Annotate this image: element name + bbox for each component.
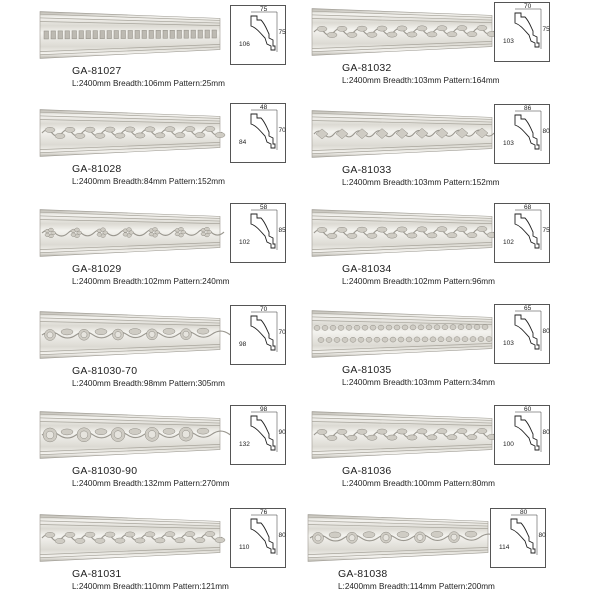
dimension-right: 90 <box>278 429 286 436</box>
product-code: GA-81029 <box>72 263 122 275</box>
product-card <box>312 104 602 204</box>
dimension-top: 76 <box>260 508 268 516</box>
product-card <box>40 5 330 105</box>
product-card <box>40 203 330 303</box>
dimension-right: 70 <box>278 329 286 336</box>
dimension-right: 75 <box>542 26 550 33</box>
dimension-left: 98 <box>239 341 247 348</box>
product-code: GA-81030-90 <box>72 465 138 477</box>
dimension-top: 48 <box>260 103 268 111</box>
product-code: GA-81035 <box>342 364 392 376</box>
dimension-right: 75 <box>278 29 286 36</box>
product-specs: L:2400mm Breadth:110mm Pattern:121mm <box>72 582 229 591</box>
dimension-top: 58 <box>260 203 268 211</box>
molding-image <box>312 6 492 58</box>
product-code: GA-81033 <box>342 164 392 176</box>
molding-image <box>40 207 220 259</box>
profile-diagram <box>230 305 286 365</box>
product-code: GA-81028 <box>72 163 122 175</box>
dimension-top: 70 <box>524 2 532 10</box>
molding-image <box>40 512 220 564</box>
molding-image <box>40 9 220 61</box>
dimension-right: 80 <box>538 532 546 539</box>
profile-shape <box>251 114 275 148</box>
molding-image <box>312 108 492 160</box>
profile-shape <box>515 115 539 149</box>
product-specs: L:2400mm Breadth:102mm Pattern:240mm <box>72 277 230 286</box>
profile-diagram <box>230 103 286 163</box>
product-card <box>308 508 598 608</box>
dimension-left: 110 <box>239 544 250 551</box>
product-code: GA-81036 <box>342 465 392 477</box>
profile-diagram <box>494 304 550 364</box>
product-card <box>40 405 330 505</box>
dimension-right: 80 <box>542 128 550 135</box>
product-specs: L:2400mm Breadth:132mm Pattern:270mm <box>72 479 230 488</box>
dimension-left: 132 <box>239 441 250 448</box>
product-card <box>40 508 330 608</box>
dimension-left: 103 <box>503 140 514 147</box>
product-specs: L:2400mm Breadth:103mm Pattern:34mm <box>342 378 495 387</box>
product-specs: L:2400mm Breadth:98mm Pattern:305mm <box>72 379 225 388</box>
product-specs: L:2400mm Breadth:84mm Pattern:152mm <box>72 177 225 186</box>
product-code: GA-81027 <box>72 65 122 77</box>
product-card <box>312 203 602 303</box>
profile-shape <box>251 214 275 248</box>
profile-shape <box>515 214 539 248</box>
product-specs: L:2400mm Breadth:102mm Pattern:96mm <box>342 277 495 286</box>
molding-image <box>40 107 220 159</box>
profile-shape <box>251 16 275 50</box>
product-code: GA-81030-70 <box>72 365 138 377</box>
molding-image <box>40 309 220 361</box>
molding-image <box>308 512 488 564</box>
profile-diagram <box>230 405 286 465</box>
product-specs: L:2400mm Breadth:106mm Pattern:25mm <box>72 79 225 88</box>
molding-image <box>40 409 220 461</box>
profile-diagram <box>494 405 550 465</box>
dimension-right: 75 <box>542 227 550 234</box>
profile-shape <box>515 315 539 349</box>
product-code: GA-81034 <box>342 263 392 275</box>
dimension-right: 80 <box>542 429 550 436</box>
profile-shape <box>515 416 539 450</box>
product-card <box>312 304 602 404</box>
dimension-left: 103 <box>503 340 514 347</box>
profile-diagram <box>494 104 550 164</box>
dimension-left: 102 <box>503 239 514 246</box>
profile-shape <box>251 519 275 553</box>
molding-image <box>312 308 492 360</box>
product-card <box>312 2 602 102</box>
dimension-left: 106 <box>239 41 250 48</box>
profile-diagram <box>230 203 286 263</box>
dimension-top: 68 <box>524 203 532 211</box>
profile-diagram <box>494 2 550 62</box>
dimension-left: 114 <box>499 544 510 551</box>
product-specs: L:2400mm Breadth:114mm Pattern:200mm <box>338 582 495 591</box>
dimension-right: 85 <box>278 227 286 234</box>
dimension-top: 80 <box>520 508 528 516</box>
dimension-right: 70 <box>278 127 286 134</box>
dimension-top: 65 <box>524 304 532 312</box>
molding-image <box>312 207 492 259</box>
profile-shape <box>511 519 535 553</box>
product-card <box>40 305 330 405</box>
product-code: GA-81031 <box>72 568 122 580</box>
molding-image <box>312 409 492 461</box>
profile-shape <box>251 316 275 350</box>
product-specs: L:2400mm Breadth:100mm Pattern:80mm <box>342 479 495 488</box>
dimension-left: 102 <box>239 239 250 246</box>
profile-shape <box>251 416 275 450</box>
profile-diagram <box>230 508 286 568</box>
dimension-right: 80 <box>278 532 286 539</box>
product-card <box>40 103 330 203</box>
profile-diagram <box>494 203 550 263</box>
dimension-top: 60 <box>524 405 532 413</box>
profile-diagram <box>230 5 286 65</box>
product-code: GA-81032 <box>342 62 392 74</box>
dimension-left: 100 <box>503 441 514 448</box>
dimension-top: 75 <box>260 5 268 13</box>
dimension-right: 80 <box>542 328 550 335</box>
product-code: GA-81038 <box>338 568 388 580</box>
product-specs: L:2400mm Breadth:103mm Pattern:152mm <box>342 178 500 187</box>
dimension-left: 84 <box>239 139 247 146</box>
profile-shape <box>515 13 539 47</box>
dimension-top: 86 <box>524 104 532 112</box>
product-card <box>312 405 602 505</box>
product-specs: L:2400mm Breadth:103mm Pattern:164mm <box>342 76 500 85</box>
dimension-top: 70 <box>260 305 268 313</box>
dimension-top: 98 <box>260 405 268 413</box>
dimension-left: 103 <box>503 38 514 45</box>
profile-diagram <box>490 508 546 568</box>
